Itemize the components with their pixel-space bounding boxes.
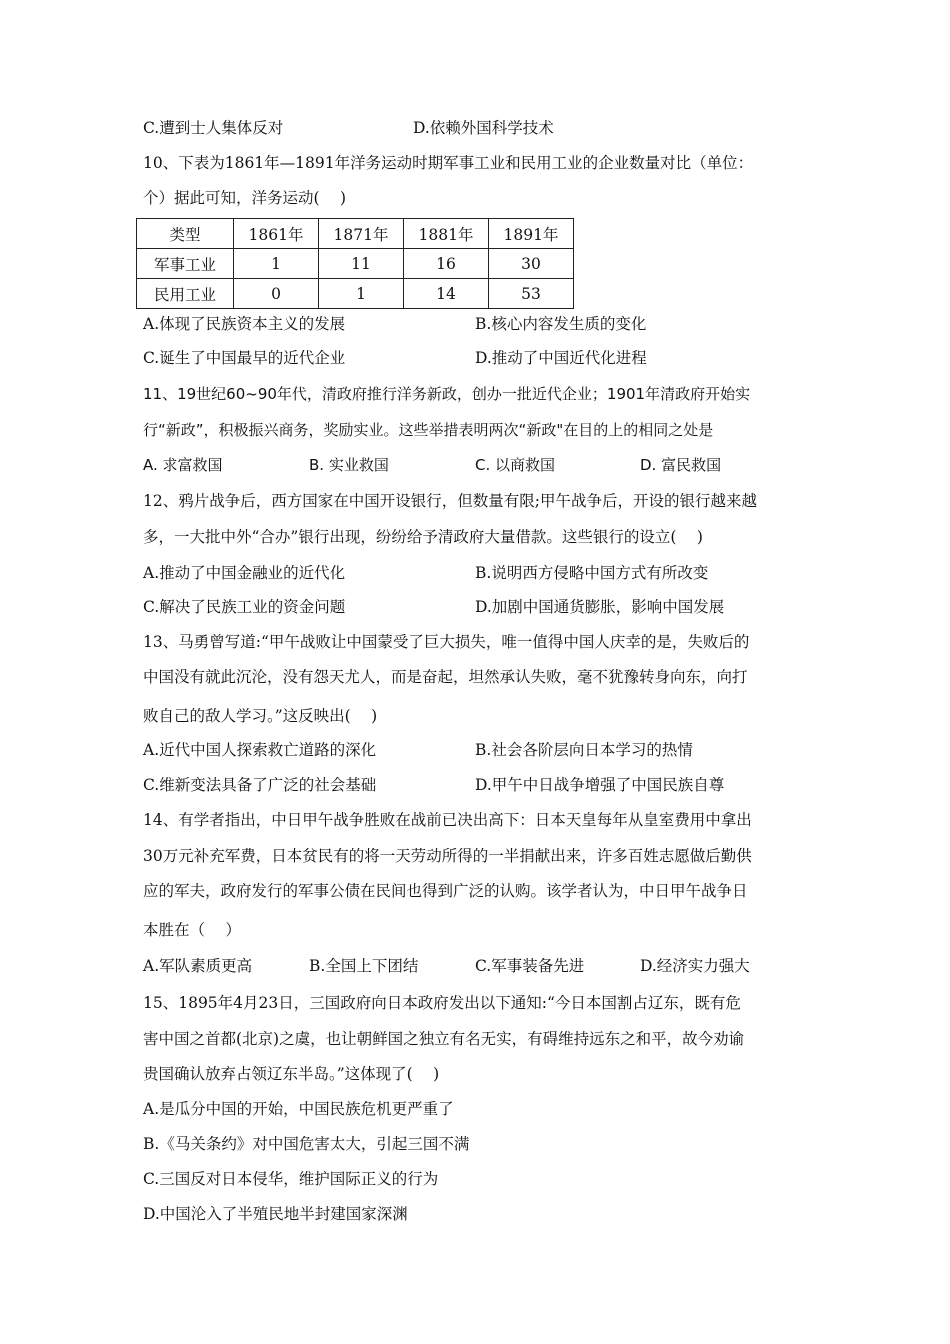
table-cell: 53 [489,279,574,309]
q10-option-d: D.推动了中国近代化进程 [475,349,647,367]
q11-option-a: A. 求富救国 [143,456,223,474]
table-row [137,279,574,309]
q10-stem-1: 10、下表为1861年—1891年洋务运动时期军事工业和民用工业的企业数量对比（单位： [143,154,754,172]
q12-stem-2: 多，一大批中外“合办”银行出现，纷纷给予清政府大量借款。这些银行的设立( ) [143,528,703,546]
q14-option-a: A.军队素质更高 [143,957,253,975]
q13-stem-3: 败自己的敌人学习。”这反映出( ) [143,707,378,725]
table-cell: 14 [404,279,489,309]
table-header: 1891年 [489,219,574,249]
table-cell: 11 [319,249,404,279]
q10-stem-2: 个）据此可知，洋务运动( ) [143,189,347,207]
q15-stem-3: 贵国确认放弃占领辽东半岛。”这体现了( ) [143,1065,440,1083]
q14-stem-4: 本胜在（ ） [143,921,241,939]
table-header: 类型 [137,219,234,249]
q12-option-d: D.加剧中国通货膨胀，影响中国发展 [475,598,725,616]
table-header: 1881年 [404,219,489,249]
q12-option-c: C.解决了民族工业的资金问题 [143,598,346,616]
q14-option-b: B.全国上下团结 [309,957,419,975]
q14-stem-1: 14、有学者指出，中日甲午战争胜败在战前已决出高下：日本天皇每年从皇室费用中拿出 [143,811,752,829]
q14-stem-2: 30万元补充军费，日本贫民有的将一天劳动所得的一半捐献出来，许多百姓志愿做后勤供 [143,847,752,865]
q9-option-d: D.依赖外国科学技术 [413,119,554,137]
table-cell: 1 [234,249,319,279]
q13-stem-2: 中国没有就此沉沦，没有怨天尤人，而是奋起，坦然承认失败，毫不犹豫转身向东，向打 [143,668,748,686]
table-cell: 0 [234,279,319,309]
q15-stem-1: 15、1895年4月23日，三国政府向日本政府发出以下通知:“今日本国割占辽东，既有危 [143,994,741,1012]
table-cell: 16 [404,249,489,279]
q15-option-c: C.三国反对日本侵华，维护国际正义的行为 [143,1170,439,1188]
q15-option-b: B.《马关条约》对中国危害太大，引起三国不满 [143,1135,470,1153]
q11-stem-1: 11、19世纪60~90年代，清政府推行洋务新政，创办一批近代企业；1901年清政府开始实 [143,385,751,403]
table-cell: 1 [319,279,404,309]
table-header-row [137,219,574,249]
q15-option-a: A.是瓜分中国的开始，中国民族危机更严重了 [143,1100,454,1118]
q10-option-b: B.核心内容发生质的变化 [475,315,647,333]
q11-option-b: B. 实业救国 [309,456,389,474]
q11-option-d: D. 富民救国 [640,456,722,474]
q9-option-c: C.遭到士人集体反对 [143,119,284,137]
q11-option-c: C. 以商救国 [475,456,556,474]
q15-stem-2: 害中国之首都(北京)之虞，也让朝鲜国之独立有名无实，有碍维持远东之和平，故今劝谕 [143,1030,745,1048]
q11-stem-2: 行“新政”，积极振兴商务，奖励实业。这些举措表明两次“新政"在目的上的相同之处是 [143,421,714,439]
table-header: 1861年 [234,219,319,249]
q12-stem-1: 12、鸦片战争后，西方国家在中国开设银行，但数量有限;甲午战争后，开设的银行越来越 [143,492,757,510]
q14-stem-3: 应的军夫，政府发行的军事公债在民间也得到广泛的认购。该学者认为，中日甲午战争日 [143,882,748,900]
q10-option-a: A.体现了民族资本主义的发展 [143,315,346,333]
q14-option-c: C.军事装备先进 [475,957,585,975]
q10-table [136,218,574,309]
table-row [137,249,574,279]
table-cell: 民用工业 [137,279,234,309]
table-cell: 军事工业 [137,249,234,279]
q15-option-d: D.中国沦入了半殖民地半封建国家深渊 [143,1205,408,1223]
q13-stem-1: 13、马勇曾写道:“甲午战败让中国蒙受了巨大损失，唯一值得中国人庆幸的是，失败后的 [143,633,750,651]
table-cell: 30 [489,249,574,279]
q12-option-b: B.说明西方侵略中国方式有所改变 [475,564,709,582]
q13-option-b: B.社会各阶层向日本学习的热情 [475,741,693,759]
q12-option-a: A.推动了中国金融业的近代化 [143,564,346,582]
table-header: 1871年 [319,219,404,249]
q10-option-c: C.诞生了中国最早的近代企业 [143,349,346,367]
q13-option-d: D.甲午中日战争增强了中国民族自尊 [475,776,725,794]
q14-option-d: D.经济实力强大 [640,957,750,975]
q13-option-a: A.近代中国人探索救亡道路的深化 [143,741,377,759]
q13-option-c: C.维新变法具备了广泛的社会基础 [143,776,377,794]
